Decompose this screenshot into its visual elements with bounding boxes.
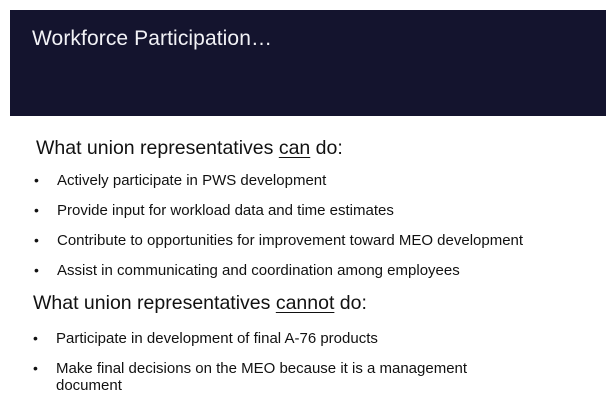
bullet-text: Provide input for workload data and time estimates: [57, 202, 394, 219]
heading-can-do-suffix: do:: [310, 137, 343, 159]
heading-cannot-do: [33, 292, 367, 315]
bullet-icon: •: [34, 262, 39, 278]
bullet-icon: •: [34, 172, 39, 188]
heading-cannot-do-emphasis: cannot: [275, 292, 335, 314]
heading-can-do-emphasis: can: [278, 137, 311, 159]
cannot-do-list: [33, 330, 593, 407]
bullet-icon: •: [33, 330, 38, 346]
list-item: [34, 232, 594, 249]
bullet-icon: •: [34, 232, 39, 248]
bullet-text: Make final decisions on the MEO because it is a management document: [56, 360, 468, 394]
title-band: [10, 10, 606, 116]
list-item: [34, 262, 594, 279]
list-item: [34, 172, 594, 189]
heading-can-do: [36, 137, 343, 160]
bullet-text: Assist in communicating and coordination among employees: [57, 262, 460, 279]
list-item: [33, 360, 593, 394]
heading-cannot-do-prefix: What union representatives: [33, 292, 276, 314]
bullet-icon: •: [33, 360, 38, 376]
list-item: [33, 330, 593, 347]
slide-title: Workforce Participation…: [32, 27, 273, 50]
bullet-text: Contribute to opportunities for improvement toward MEO development: [57, 232, 524, 249]
bullet-text: Actively participate in PWS development: [57, 172, 327, 189]
heading-cannot-do-suffix: do:: [334, 292, 367, 314]
list-item: [34, 202, 594, 219]
bullet-text: Participate in development of final A-76 products: [56, 330, 378, 347]
heading-can-do-prefix: What union representatives: [36, 137, 279, 159]
can-do-list: [34, 172, 594, 292]
bullet-icon: •: [34, 202, 39, 218]
